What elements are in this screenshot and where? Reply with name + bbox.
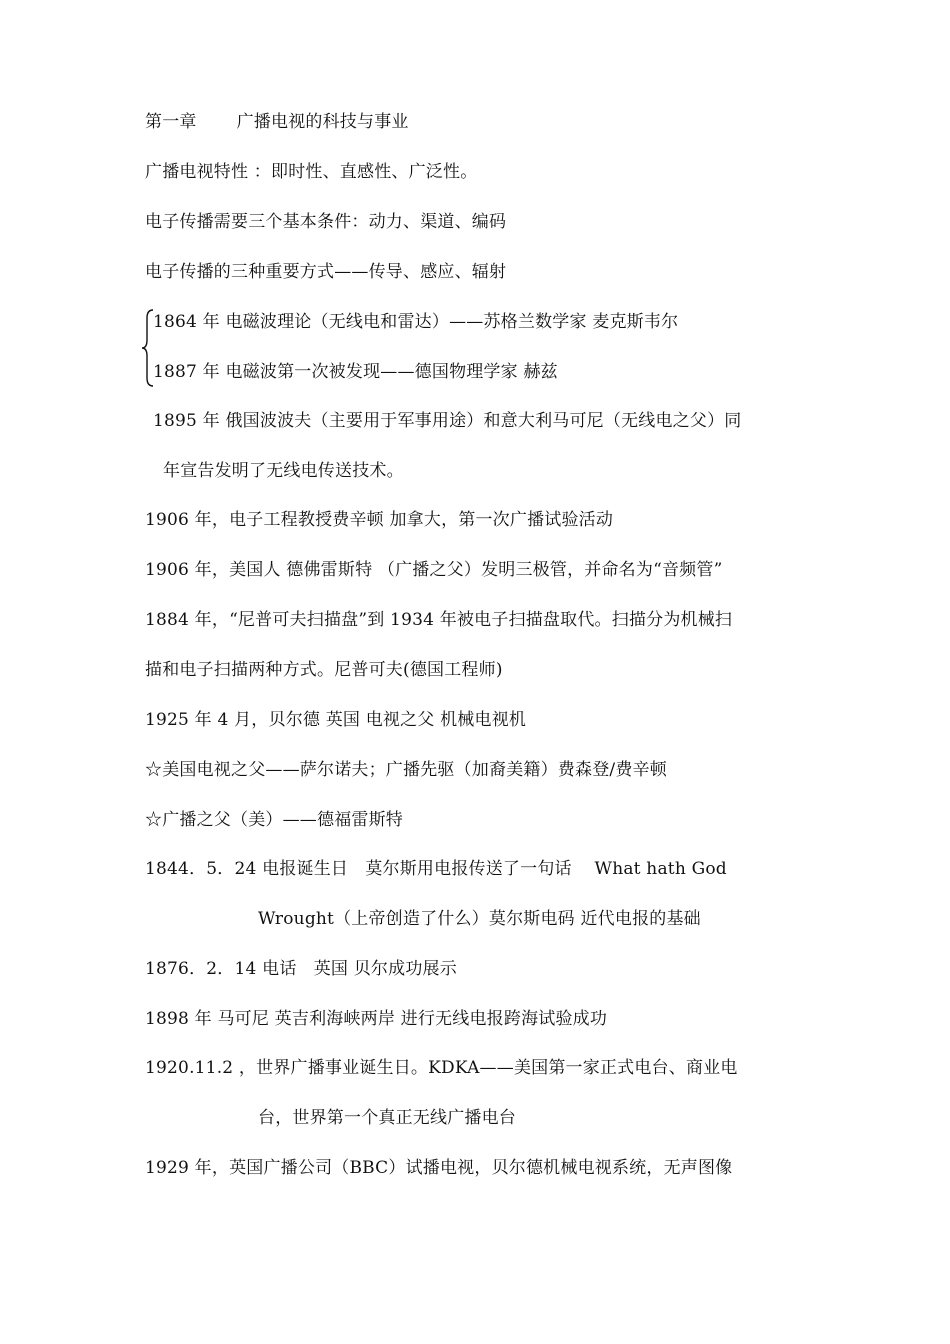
text-line: 描和电子扫描两种方式。尼普可夫(德国工程师) bbox=[145, 660, 503, 680]
text-line: 电子传播需要三个基本条件：动力、渠道、编码 bbox=[145, 212, 507, 232]
text-line: 1876．2．14 电话 英国 贝尔成功展示 bbox=[145, 959, 457, 979]
text-line: ☆美国电视之父——萨尔诺夫；广播先驱（加裔美籍）费森登/费辛顿 bbox=[145, 760, 667, 780]
text-line: 1884 年，“尼普可夫扫描盘”到 1934 年被电子扫描盘取代。扫描分为机械扫 bbox=[145, 610, 733, 630]
text-line: 1898 年 马可尼 英吉利海峡两岸 进行无线电报跨海试验成功 bbox=[145, 1009, 608, 1029]
text-line: Wrought（上帝创造了什么）莫尔斯电码 近代电报的基础 bbox=[258, 909, 701, 929]
text-line: 1929 年，英国广播公司（BBC）试播电视，贝尔德机械电视系统，无声图像 bbox=[145, 1158, 733, 1178]
text-line: 电子传播的三种重要方式——传导、感应、辐射 bbox=[145, 262, 507, 282]
text-line: 1920.11.2 ，世界广播事业诞生日。KDKA——美国第一家正式电台、商业电 bbox=[145, 1058, 738, 1078]
text-line: 1906 年，美国人 德佛雷斯特 （广播之父）发明三极管，并命名为“音频管” bbox=[145, 560, 723, 580]
text-line: 1925 年 4 月，贝尔德 英国 电视之父 机械电视机 bbox=[145, 710, 527, 730]
text-line: 1906 年，电子工程教授费辛顿 加拿大，第一次广播试验活动 bbox=[145, 510, 614, 530]
text-line: 台，世界第一个真正无线广播电台 bbox=[258, 1108, 516, 1128]
text-line: ☆广播之父（美）——德福雷斯特 bbox=[145, 810, 403, 830]
text-line: 1864 年 电磁波理论（无线电和雷达）——苏格兰数学家 麦克斯韦尔 bbox=[153, 312, 679, 332]
chapter-title: 第一章 广播电视的科技与事业 bbox=[145, 112, 409, 132]
text-line: 广播电视特性 ：即时性、直感性、广泛性。 bbox=[145, 162, 478, 182]
text-line: 年宣告发明了无线电传送技术。 bbox=[163, 461, 404, 481]
text-line: 1895 年 俄国波波夫（主要用于军事用途）和意大利马可尼（无线电之父）同 bbox=[153, 411, 742, 431]
text-line: 1844．5．24 电报诞生日 莫尔斯用电报传送了一句话 What hath God bbox=[145, 859, 727, 879]
text-line: 1887 年 电磁波第一次被发现——德国物理学家 赫兹 bbox=[153, 362, 558, 382]
